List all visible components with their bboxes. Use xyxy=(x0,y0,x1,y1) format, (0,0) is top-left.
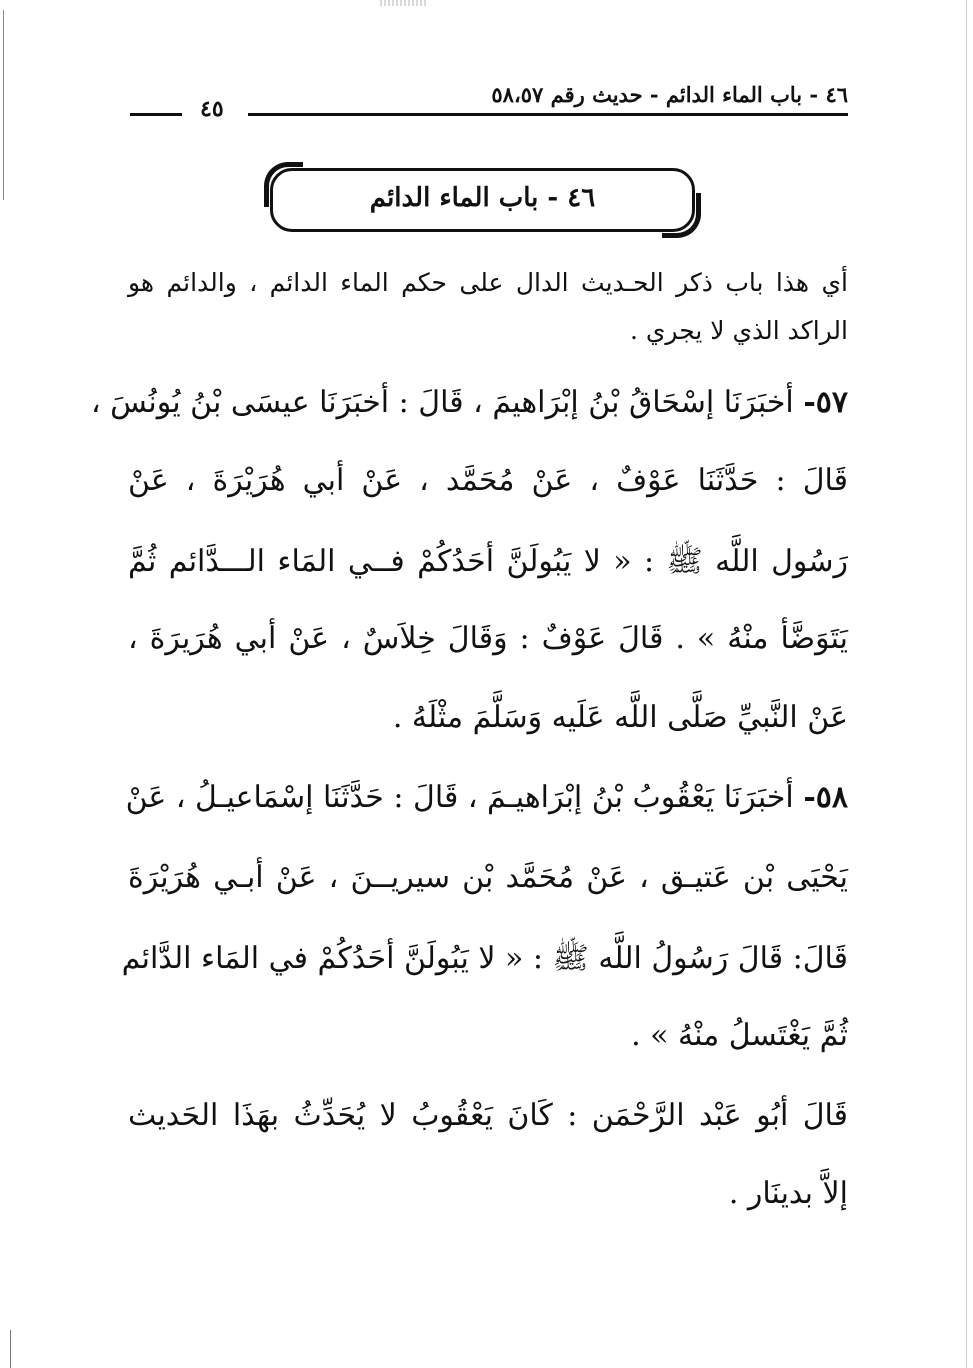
header-rule-right xyxy=(248,113,848,116)
intro-line-1: أي هذا باب ذكر الحـديث الدال على حكم الماء الدائم ، والدائم هو xyxy=(128,268,848,297)
closing-note-line-2: إلاَّ بدينَار . xyxy=(728,1176,848,1211)
page-number: ٤٥ xyxy=(192,96,232,122)
header-rule-left xyxy=(130,113,182,116)
page-edge-right xyxy=(966,0,967,1368)
hadith-57-line-4: يَتَوَضَّأ منْهُ » . قَالَ عَوْفٌ : وَقَالَ خِلاَسٌ ، عَنْ أبي هُرَيرَةَ ، xyxy=(128,621,848,656)
chapter-title-box xyxy=(270,168,695,232)
hadith-58-number: ٥٨- xyxy=(803,780,848,815)
scan-smudge xyxy=(380,0,428,6)
page-edge-left xyxy=(3,10,4,200)
page-edge-bottom-left xyxy=(10,1330,11,1368)
hadith-57-line-2: قَالَ : حَدَّثَنَا عَوْفٌ ، عَنْ مُحَمَّد ، عَنْ أبي هُرَيْرَةَ ، عَنْ xyxy=(128,463,848,498)
closing-note-line-1: قَالَ أبُو عَبْد الرَّحْمَن : كَانَ يَعْقُوبُ لا يُحَدِّثُ بهَذَا الحَديث xyxy=(128,1098,848,1133)
hadith-58-text-1: أخبَرَنَا يَعْقُوبُ بْنُ إبْرَاهيـمَ ، قَالَ : حَدَّثَنَا إسْمَاعيـلُ ، عَنْ xyxy=(125,780,794,815)
chapter-title: ٤٦ - باب الماء الدائم xyxy=(369,183,596,213)
hadith-58-line-4: ثُمَّ يَغْتَسلُ منْهُ » . xyxy=(631,1018,848,1053)
hadith-58-line-2: يَحْيَى بْن عَتيـق ، عَنْ مُحَمَّد بْن سيريــنَ ، عَنْ أبـي هُرَيْرَةَ xyxy=(128,860,848,895)
running-header-title: ٤٦ - باب الماء الدائم - حديث رقم ٥٨،٥٧ xyxy=(491,82,848,107)
hadith-57-text-1: أخبَرَنَا إسْحَاقُ بْنُ إبْرَاهيمَ ، قَالَ : أخبَرَنَا عيسَى بْنُ يُونُسَ ، xyxy=(90,385,794,420)
intro-line-2: الراكد الذي لا يجري . xyxy=(629,316,848,345)
hadith-57-line-1 xyxy=(90,385,848,420)
running-header xyxy=(130,82,848,122)
hadith-57-number: ٥٧- xyxy=(803,385,848,420)
hadith-58-line-1 xyxy=(125,780,848,815)
hadith-57-line-3: رَسُول اللَّه ﷺ : « لا يَبُولَنَّ أحَدُكُمْ فــي المَاء الـــدَّائم ثُمَّ xyxy=(128,544,848,579)
hadith-58-line-3: قَالَ: قَالَ رَسُولُ اللَّه ﷺ : « لا يَبُولَنَّ أحَدُكُمْ في المَاء الدَّائم xyxy=(121,941,848,976)
hadith-57-line-5: عَنْ النَّبيِّ صَلَّى اللَّه عَلَيه وَسَلَّمَ مثْلَهُ . xyxy=(392,700,848,735)
